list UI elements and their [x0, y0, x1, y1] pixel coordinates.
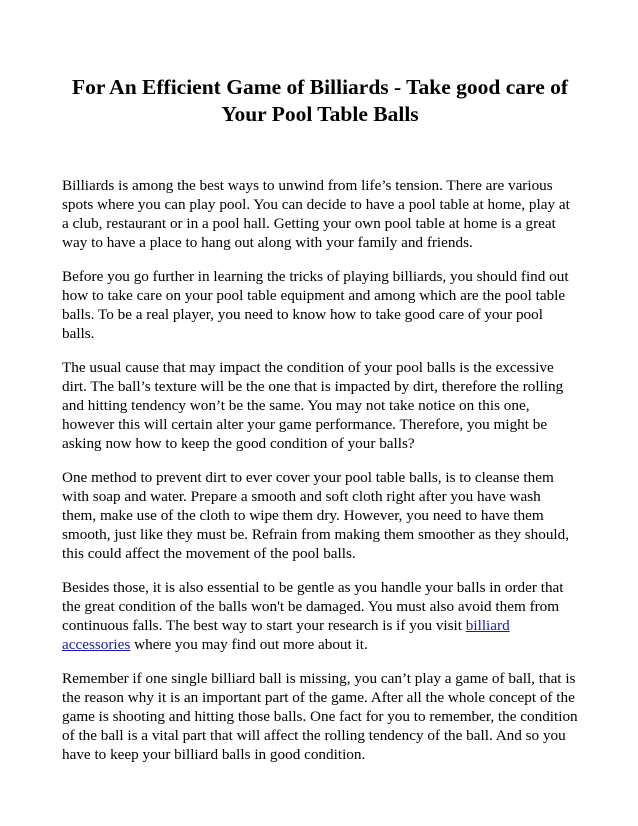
document-title: For An Efficient Game of Billiards - Take good care of Your Pool Table Balls	[71, 75, 569, 126]
paragraph-3: The usual cause that may impact the condition of your pool balls is the excessive dirt. The ball’s texture will be the one that is impacted by dirt, therefore the rolling and hitting tendency won’t be the same. You may not take notice on this one, however this will certain alter your game performance. Therefore, you might be asking now how to keep the good condition of your balls?	[62, 359, 564, 452]
billiard-accessories-link[interactable]: billiard accessories	[62, 617, 510, 653]
paragraph-5-text-after-link: where you may find out more about it.	[130, 636, 368, 653]
document-body	[62, 176, 578, 764]
paragraph-1: Billiards is among the best ways to unwind from life’s tension. There are various spots where you can play pool. You can decide to have a pool table at home, play at a club, restaurant or in a pool hall. Getting your own pool table at home is a great way to have a place to hang out along with your family and friends.	[62, 177, 570, 251]
paragraph-2: Before you go further in learning the tricks of playing billiards, you should find out how to take care on your pool table equipment and among which are the pool table balls. To be a real player, you need to know how to take good care of your pool balls.	[62, 268, 569, 342]
paragraph-5-text-before-link: Besides those, it is also essential to be gentle as you handle your balls in order that the great condition of the balls won't be damaged. You must also avoid them from continuous falls. The best way to start your research is if you visit	[62, 579, 564, 634]
paragraph-6: Remember if one single billiard ball is missing, you can’t play a game of ball, that is the reason why it is an important part of the game. After all the whole concept of the game is shooting and hitting those balls. One fact for you to remember, the condition of the ball is a vital part that will affect the rolling tendency of the ball. And so you have to keep your billiard balls in good condition.	[62, 670, 578, 763]
paragraph-4: One method to prevent dirt to ever cover your pool table balls, is to cleanse them with soap and water. Prepare a smooth and soft cloth right after you have wash them, make use of the cloth to wipe them dry. However, you need to have them smooth, just like they must be. Refrain from making them smoother as they should, this could affect the movement of the pool balls.	[62, 469, 570, 562]
paragraph-5	[62, 578, 578, 654]
